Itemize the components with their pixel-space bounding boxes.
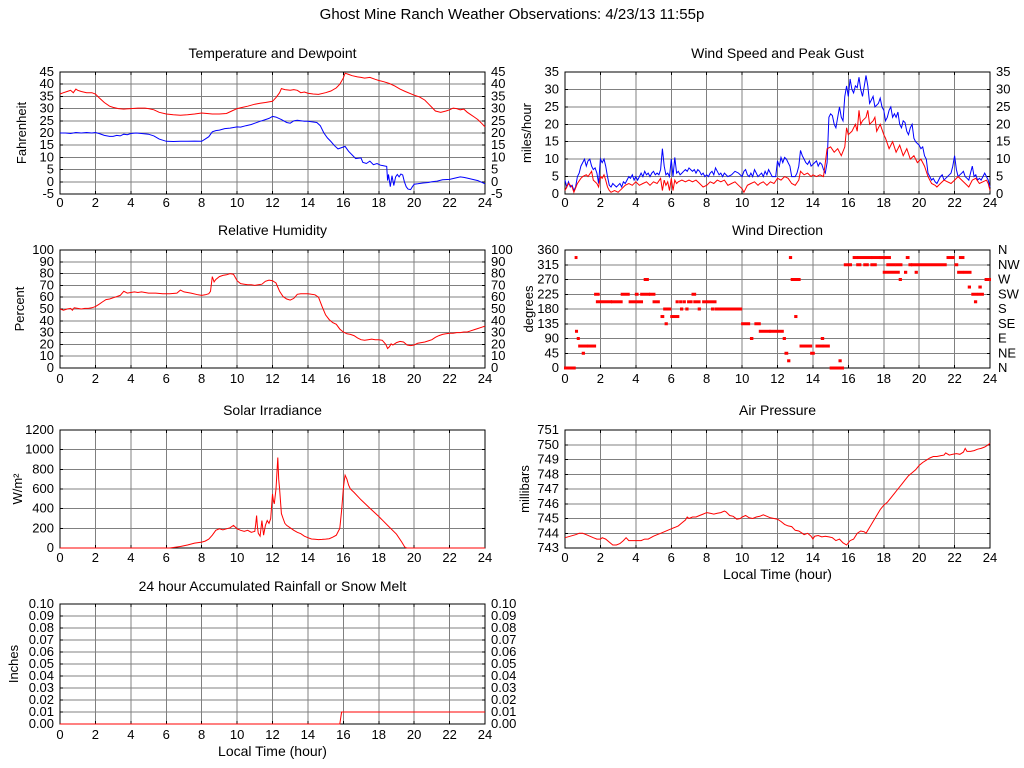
y-tick-label-right: 60 xyxy=(491,289,506,305)
y-tick-label-right: 70 xyxy=(491,277,506,293)
y-tick-label-right: 10 xyxy=(491,149,506,165)
y-tick-label: 10 xyxy=(39,348,54,364)
y-tick-label: 15 xyxy=(544,133,559,149)
y-tick-label-right: 15 xyxy=(996,133,1011,149)
y-tick-label: 0.10 xyxy=(28,596,54,611)
y-tick-label: 0.04 xyxy=(28,668,54,683)
x-tick-label: 14 xyxy=(805,195,821,210)
y-tick-label: 20 xyxy=(544,116,559,132)
chart-solar-irradiance xyxy=(10,402,492,565)
y-axis-label: Percent xyxy=(12,286,27,332)
x-tick-label: 24 xyxy=(477,195,493,210)
grid-lines xyxy=(565,250,990,368)
y-tick-label-right: 40 xyxy=(491,76,506,92)
x-tick-label: 2 xyxy=(91,550,100,565)
y-tick-label-right: 0.07 xyxy=(491,632,517,647)
y-tick-label: 751 xyxy=(537,422,559,437)
x-tick-label: 10 xyxy=(734,195,750,210)
x-tick-label: 12 xyxy=(770,550,785,565)
chart-title: Wind Speed and Peak Gust xyxy=(691,45,864,61)
x-tick-label: 10 xyxy=(229,727,245,742)
y-tick-label-right: 25 xyxy=(491,112,506,128)
x-tick-label: 4 xyxy=(632,550,640,565)
x-axis-label: Local Time (hour) xyxy=(723,566,832,582)
y-tick-label-right: 25 xyxy=(996,98,1011,114)
compass-label: E xyxy=(998,330,1007,346)
y-axis-label: W/m² xyxy=(10,473,25,505)
y-tick-label-right: 100 xyxy=(491,242,513,257)
x-tick-label: 22 xyxy=(947,550,962,565)
x-tick-label: 2 xyxy=(91,371,100,386)
x-tick-label: 2 xyxy=(91,195,100,210)
chart-wind-direction xyxy=(521,222,1020,386)
y-tick-label: 315 xyxy=(537,256,559,272)
x-tick-label: 12 xyxy=(265,195,280,210)
x-tick-label: 18 xyxy=(876,371,891,386)
y-tick-label: 40 xyxy=(39,76,54,92)
y-tick-label: 30 xyxy=(544,81,559,97)
x-tick-label: 24 xyxy=(477,727,493,742)
x-tick-label: 0 xyxy=(56,727,64,742)
x-tick-label: 0 xyxy=(56,371,64,386)
x-tick-label: 6 xyxy=(162,727,170,742)
grid-lines xyxy=(565,72,990,194)
y-tick-label: 0 xyxy=(46,173,54,189)
x-axis-label: Local Time (hour) xyxy=(218,743,327,759)
y-tick-label: 45 xyxy=(544,345,559,361)
y-tick-label-right: 35 xyxy=(996,64,1011,79)
y-tick-label-right: 0.05 xyxy=(491,656,517,671)
y-tick-label: 0.07 xyxy=(28,632,54,647)
y-tick-label-right: 0.00 xyxy=(491,716,517,731)
page-title: Ghost Mine Ranch Weather Observations: 4/23/13 11:55p xyxy=(319,6,705,23)
y-tick-label-right: 80 xyxy=(491,265,506,281)
y-tick-label: 5 xyxy=(551,168,559,184)
x-tick-label: 20 xyxy=(406,195,422,210)
y-tick-label-right: 0 xyxy=(491,360,499,375)
x-tick-label: 8 xyxy=(198,727,206,742)
y-tick-label: -5 xyxy=(42,186,54,201)
x-tick-label: 6 xyxy=(667,371,675,386)
y-tick-label: 5 xyxy=(46,161,54,177)
x-tick-label: 18 xyxy=(876,195,891,210)
x-tick-label: 14 xyxy=(300,195,316,210)
x-tick-label: 16 xyxy=(336,727,351,742)
x-tick-label: 22 xyxy=(442,727,457,742)
grid-lines xyxy=(60,250,485,368)
x-tick-label: 18 xyxy=(371,195,386,210)
compass-label: NW xyxy=(998,256,1020,272)
y-tick-label-right: 30 xyxy=(491,324,506,340)
x-tick-label: 24 xyxy=(477,371,493,386)
x-tick-label: 8 xyxy=(703,371,711,386)
y-tick-label: 40 xyxy=(39,312,54,328)
x-tick-label: 16 xyxy=(336,371,351,386)
y-tick-label: 80 xyxy=(39,265,54,281)
y-tick-label-right: 0.04 xyxy=(491,668,517,683)
x-tick-label: 14 xyxy=(300,727,316,742)
y-tick-label-right: 90 xyxy=(491,253,506,269)
y-tick-label: 45 xyxy=(39,64,54,79)
x-tick-label: 4 xyxy=(127,727,135,742)
x-tick-label: 14 xyxy=(300,550,316,565)
y-tick-label: 0 xyxy=(551,360,559,375)
y-tick-label: 0.01 xyxy=(28,704,54,719)
x-tick-label: 8 xyxy=(198,195,206,210)
y-tick-label-right: 0.06 xyxy=(491,644,517,659)
y-tick-label-right: 0.02 xyxy=(491,692,517,707)
chart-relative-humidity xyxy=(12,222,513,386)
x-tick-label: 12 xyxy=(265,727,280,742)
y-axis-label: millibars xyxy=(517,465,532,513)
compass-label: SW xyxy=(998,286,1019,302)
y-tick-label: 90 xyxy=(544,330,559,346)
chart-rainfall xyxy=(6,578,516,759)
x-tick-label: 16 xyxy=(841,195,856,210)
y-tick-label: 30 xyxy=(39,324,54,340)
x-tick-label: 8 xyxy=(198,371,206,386)
y-tick-label: 0.09 xyxy=(28,608,54,623)
chart-title: Air Pressure xyxy=(738,402,817,418)
y-tick-label: 748 xyxy=(537,466,559,482)
y-tick-label: 1000 xyxy=(25,441,54,457)
y-tick-label: 200 xyxy=(32,520,54,536)
x-tick-label: 14 xyxy=(300,371,316,386)
x-tick-label: 12 xyxy=(265,550,280,565)
compass-label: N xyxy=(998,242,1008,257)
y-tick-label: 360 xyxy=(537,242,559,257)
y-tick-label-right: 40 xyxy=(491,312,506,328)
x-tick-label: 18 xyxy=(371,727,386,742)
grid-lines xyxy=(565,430,990,548)
compass-label: SE xyxy=(998,315,1016,331)
y-tick-label: 1200 xyxy=(25,422,54,437)
y-tick-label: 400 xyxy=(32,500,54,516)
x-tick-label: 10 xyxy=(229,371,245,386)
x-tick-label: 20 xyxy=(911,371,927,386)
y-tick-label-right: 10 xyxy=(996,151,1011,167)
x-tick-label: 12 xyxy=(770,195,785,210)
compass-label: NE xyxy=(998,345,1017,361)
x-tick-label: 0 xyxy=(561,550,569,565)
y-tick-label-right: 50 xyxy=(491,301,506,316)
compass-label: S xyxy=(998,301,1007,316)
x-tick-label: 16 xyxy=(336,550,351,565)
y-tick-label: 747 xyxy=(537,481,559,496)
y-tick-label: 0 xyxy=(46,360,54,375)
y-tick-label: 35 xyxy=(39,88,54,104)
x-tick-label: 8 xyxy=(703,195,711,210)
y-tick-label: 749 xyxy=(537,451,559,467)
y-tick-label-right: 5 xyxy=(491,161,499,177)
x-tick-label: 24 xyxy=(982,550,998,565)
x-tick-label: 0 xyxy=(561,371,569,386)
y-tick-label-right: 30 xyxy=(996,81,1011,97)
x-tick-label: 18 xyxy=(371,371,386,386)
y-tick-label: 746 xyxy=(537,495,559,511)
y-tick-label-right: 0.03 xyxy=(491,680,517,695)
x-tick-label: 2 xyxy=(596,195,605,210)
x-tick-label: 16 xyxy=(336,195,351,210)
y-tick-label: 100 xyxy=(32,242,54,257)
x-tick-label: 4 xyxy=(127,371,135,386)
y-tick-label: 225 xyxy=(537,286,559,302)
x-tick-label: 22 xyxy=(442,195,457,210)
y-tick-label: 60 xyxy=(39,289,54,305)
x-tick-label: 20 xyxy=(911,195,927,210)
y-tick-label: 600 xyxy=(32,481,54,496)
x-tick-label: 22 xyxy=(947,195,962,210)
x-tick-label: 0 xyxy=(561,195,569,210)
y-tick-label: 0 xyxy=(46,540,54,555)
y-tick-label: 0.02 xyxy=(28,692,54,707)
x-tick-label: 10 xyxy=(734,550,750,565)
x-tick-label: 10 xyxy=(734,371,750,386)
y-tick-label-right: 30 xyxy=(491,100,506,116)
y-tick-label-right: 0.08 xyxy=(491,620,517,635)
x-tick-label: 6 xyxy=(162,550,170,565)
y-tick-label-right: 0 xyxy=(491,173,499,189)
x-tick-label: 22 xyxy=(947,371,962,386)
y-tick-label: 180 xyxy=(537,301,559,316)
y-tick-label: 10 xyxy=(39,149,54,165)
x-tick-label: 20 xyxy=(406,371,422,386)
y-tick-label: 800 xyxy=(32,461,54,477)
y-tick-label: 743 xyxy=(537,540,559,555)
y-tick-label-right: 0 xyxy=(996,186,1004,201)
x-tick-label: 18 xyxy=(876,550,891,565)
x-tick-label: 24 xyxy=(477,550,493,565)
y-tick-label-right: 15 xyxy=(491,137,506,153)
x-tick-label: 4 xyxy=(127,550,135,565)
y-tick-label: 35 xyxy=(544,64,559,79)
chart-temperature-dewpoint xyxy=(14,45,505,210)
y-axis-label: degrees xyxy=(521,285,536,333)
x-tick-label: 22 xyxy=(442,550,457,565)
x-tick-label: 0 xyxy=(56,195,64,210)
x-tick-label: 6 xyxy=(667,550,675,565)
chart-air-pressure xyxy=(517,402,997,582)
x-tick-label: 12 xyxy=(265,371,280,386)
grid-lines xyxy=(60,72,485,194)
x-tick-label: 14 xyxy=(805,371,821,386)
y-tick-label-right: 20 xyxy=(491,336,506,352)
x-tick-label: 24 xyxy=(982,371,998,386)
y-axis-label: Inches xyxy=(6,644,21,684)
chart-title: Wind Direction xyxy=(731,222,824,238)
compass-label: W xyxy=(998,271,1011,287)
x-tick-label: 16 xyxy=(841,371,856,386)
y-tick-label: 20 xyxy=(39,125,54,140)
y-tick-label: 20 xyxy=(39,336,54,352)
y-axis-label: Fahrenheit xyxy=(14,101,29,165)
x-tick-label: 20 xyxy=(406,550,422,565)
x-tick-label: 6 xyxy=(667,195,675,210)
y-tick-label: 30 xyxy=(39,100,54,116)
y-tick-label: 70 xyxy=(39,277,54,293)
y-tick-label: 0.00 xyxy=(28,716,54,731)
chart-title: Relative Humidity xyxy=(218,222,327,238)
y-tick-label-right: 20 xyxy=(996,116,1011,132)
y-tick-label: 10 xyxy=(544,151,559,167)
y-tick-label: 135 xyxy=(537,315,559,331)
x-tick-label: 8 xyxy=(703,550,711,565)
y-axis-label: miles/hour xyxy=(519,103,534,163)
chart-wind-speed-gust xyxy=(519,45,1010,210)
y-tick-label: 744 xyxy=(537,525,559,541)
y-tick-label-right: 0.01 xyxy=(491,704,517,719)
y-tick-label-right: 0.10 xyxy=(491,596,517,611)
y-tick-label: 90 xyxy=(39,253,54,269)
y-tick-label-right: -5 xyxy=(491,186,503,201)
compass-label: N xyxy=(998,360,1008,375)
x-tick-label: 6 xyxy=(162,195,170,210)
y-tick-label: 25 xyxy=(544,98,559,114)
chart-title: Solar Irradiance xyxy=(223,402,322,418)
x-tick-label: 22 xyxy=(442,371,457,386)
x-tick-label: 24 xyxy=(982,195,998,210)
x-tick-label: 20 xyxy=(911,550,927,565)
x-tick-label: 10 xyxy=(229,550,245,565)
y-tick-label-right: 0.09 xyxy=(491,608,517,623)
y-tick-label-right: 35 xyxy=(491,88,506,104)
x-tick-label: 0 xyxy=(56,550,64,565)
y-tick-label: 750 xyxy=(537,436,559,452)
y-tick-label-right: 20 xyxy=(491,125,506,140)
x-tick-label: 16 xyxy=(841,550,856,565)
y-tick-label-right: 45 xyxy=(491,64,506,79)
y-tick-label: 25 xyxy=(39,112,54,128)
y-tick-label: 0.06 xyxy=(28,644,54,659)
grid-lines xyxy=(60,604,485,724)
x-tick-label: 18 xyxy=(371,550,386,565)
y-tick-label: 270 xyxy=(537,271,559,287)
x-tick-label: 4 xyxy=(127,195,135,210)
y-tick-label: 0 xyxy=(551,186,559,201)
x-tick-label: 6 xyxy=(162,371,170,386)
y-tick-label-right: 10 xyxy=(491,348,506,364)
chart-title: 24 hour Accumulated Rainfall or Snow Melt xyxy=(138,578,407,594)
y-tick-label: 50 xyxy=(39,301,54,316)
y-tick-label: 0.08 xyxy=(28,620,54,635)
x-tick-label: 4 xyxy=(632,195,640,210)
chart-title: Temperature and Dewpoint xyxy=(188,45,357,61)
x-tick-label: 12 xyxy=(770,371,785,386)
y-tick-label-right: 5 xyxy=(996,168,1004,184)
x-tick-label: 2 xyxy=(91,727,100,742)
grid-lines xyxy=(60,430,485,548)
x-tick-label: 14 xyxy=(805,550,821,565)
x-tick-label: 2 xyxy=(596,550,605,565)
y-tick-label: 745 xyxy=(537,510,559,526)
x-tick-label: 10 xyxy=(229,195,245,210)
x-tick-label: 8 xyxy=(198,550,206,565)
x-tick-label: 20 xyxy=(406,727,422,742)
x-tick-label: 4 xyxy=(632,371,640,386)
y-tick-label: 0.05 xyxy=(28,656,54,671)
y-tick-label: 15 xyxy=(39,137,54,153)
y-tick-label: 0.03 xyxy=(28,680,54,695)
x-tick-label: 2 xyxy=(596,371,605,386)
